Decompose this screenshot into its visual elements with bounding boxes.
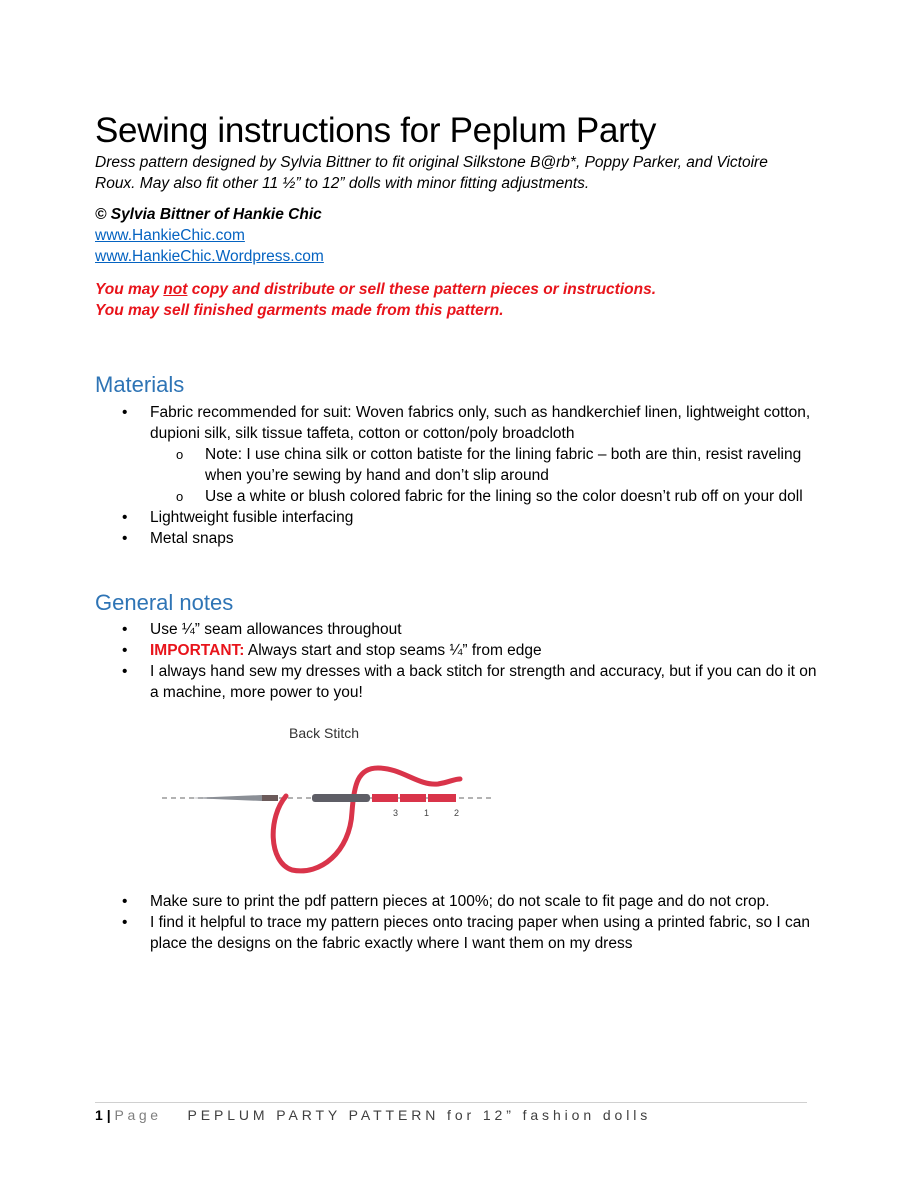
back-stitch-illustration xyxy=(150,712,510,882)
list-item-text: Use a white or blush colored fabric for the lining so the color doesn’t rub off on your doll xyxy=(205,488,803,505)
list-item-text: Note: I use china silk or cotton batiste for the lining fabric – both are thin, resist raveling when you’re sewing by hand and don’t slip around xyxy=(205,446,802,484)
page-title: Sewing instructions for Peplum Party xyxy=(95,111,657,150)
materials-list xyxy=(0,402,900,549)
blog-link[interactable]: www.HankieChic.Wordpress.com xyxy=(95,248,324,265)
warning-text-a: You may xyxy=(95,281,164,298)
copyright-warning xyxy=(95,279,815,321)
list-item xyxy=(0,661,820,703)
list-item xyxy=(0,640,820,661)
bullet: • xyxy=(122,914,128,931)
subtitle: Dress pattern designed by Sylvia Bittner to fit original Silkstone B@rb*, Poppy Parker, and Victoire Roux. May also fit other 11 ½” to 12” dolls with minor fitting adjustments. xyxy=(95,154,768,192)
stitch-number-2: 2 xyxy=(454,808,460,818)
bullet: • xyxy=(122,642,128,659)
stitch-number-3: 3 xyxy=(393,808,399,818)
copyright-line: © Sylvia Bittner of Hankie Chic xyxy=(95,206,322,223)
list-item-text: I always hand sew my dresses with a back stitch for strength and accuracy, but if you can do it on a machine, more power to you! xyxy=(150,663,817,701)
warning-text-line2: You may sell finished garments made from this pattern. xyxy=(95,302,504,319)
footer-divider xyxy=(95,1102,807,1103)
list-item-text: Metal snaps xyxy=(150,530,234,547)
sub-bullet: o xyxy=(176,447,184,462)
general-notes-list-top xyxy=(0,619,900,703)
list-subitem xyxy=(0,444,805,486)
footer-separator: | xyxy=(106,1107,111,1123)
list-subitem xyxy=(0,486,805,507)
materials-heading: Materials xyxy=(95,372,185,397)
page-number: 1 xyxy=(95,1107,103,1123)
back-stitch-diagram xyxy=(150,712,510,882)
stitch-3 xyxy=(372,794,398,802)
page-label: Page xyxy=(114,1107,162,1123)
website-link[interactable]: www.HankieChic.com xyxy=(95,227,245,244)
general-notes-heading: General notes xyxy=(95,590,234,615)
bullet: • xyxy=(122,530,128,547)
list-item-text: Always start and stop seams ¼” from edge xyxy=(244,642,542,659)
important-label: IMPORTANT: xyxy=(150,642,245,659)
thread-loop xyxy=(273,768,460,871)
list-item xyxy=(0,891,820,912)
list-item xyxy=(0,528,820,549)
page-footer xyxy=(95,1105,651,1125)
list-item-text: Use ¼” seam allowances throughout xyxy=(150,621,402,638)
list-item-text: Lightweight fusible interfacing xyxy=(150,509,354,526)
figure-label: Back Stitch xyxy=(289,725,360,741)
needle-tip xyxy=(190,795,262,801)
list-item-text: Make sure to print the pdf pattern pieces at 100%; do not scale to fit page and do not crop. xyxy=(150,893,770,910)
bullet: • xyxy=(122,621,128,638)
list-item-text: I find it helpful to trace my pattern pieces onto tracing paper when using a printed fabric, so I can place the designs on the fabric exactly where I want them on my dress xyxy=(150,914,810,952)
bullet: • xyxy=(122,893,128,910)
stitch-2 xyxy=(428,794,456,802)
needle xyxy=(312,794,370,802)
list-item xyxy=(0,912,820,954)
stitch-1 xyxy=(400,794,426,802)
list-item-text: Fabric recommended for suit: Woven fabrics only, such as handkerchief linen, lightweight cotton, dupioni silk, silk tissue taffeta, cotton or cotton/poly broadcloth xyxy=(150,404,811,442)
general-notes-list-bottom xyxy=(0,891,900,954)
warning-text-b: copy and distribute or sell these pattern pieces or instructions. xyxy=(187,281,657,298)
stitch-number-1: 1 xyxy=(424,808,430,818)
warning-not: not xyxy=(163,281,188,298)
list-item xyxy=(0,402,820,444)
bullet: • xyxy=(122,663,128,680)
list-item xyxy=(0,619,820,640)
needle-end xyxy=(262,795,278,801)
bullet: • xyxy=(122,404,128,421)
list-item xyxy=(0,507,820,528)
sub-bullet: o xyxy=(176,489,184,504)
bullet: • xyxy=(122,509,128,526)
footer-title: PEPLUM PARTY PATTERN for 12” fashion dolls xyxy=(187,1107,652,1123)
